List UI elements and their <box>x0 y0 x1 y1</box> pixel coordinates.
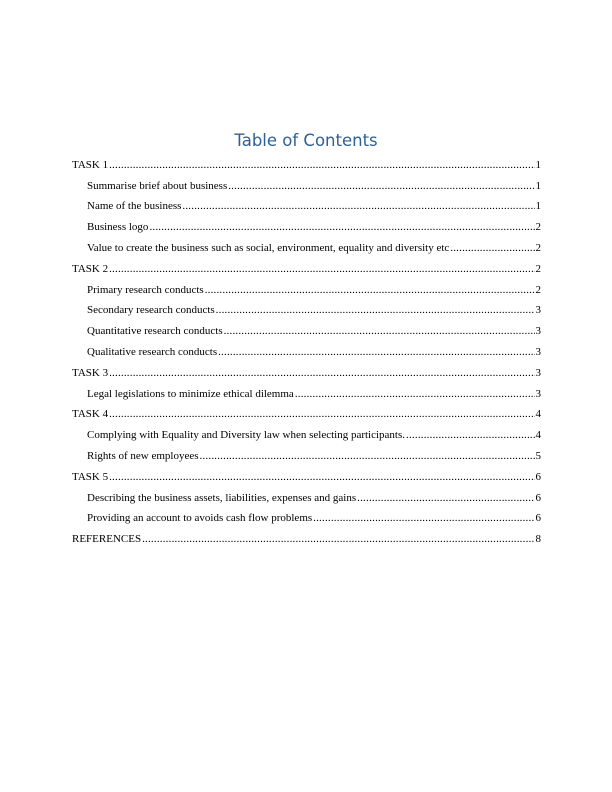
toc-dot-leader <box>109 471 534 483</box>
toc-entry[interactable] <box>72 254 541 275</box>
toc-entry-page-number[interactable]: 3 <box>535 304 541 317</box>
toc-entry-label[interactable]: TASK 5 <box>72 470 109 483</box>
toc-entry-label[interactable]: Name of the business <box>87 200 182 213</box>
toc-dot-leader <box>224 325 535 337</box>
toc-entry-label[interactable]: Qualitative research conducts <box>87 345 218 358</box>
toc-entry[interactable] <box>72 504 541 525</box>
toc-entry-label[interactable]: Summarise brief about business <box>87 179 228 192</box>
toc-title: Table of Contents <box>234 131 378 150</box>
toc-dot-leader <box>142 533 534 545</box>
toc-entry-page-number[interactable]: 3 <box>535 387 541 400</box>
toc-dot-leader <box>109 408 534 420</box>
toc-entry-label[interactable]: TASK 1 <box>72 158 109 171</box>
toc-entry-page-number[interactable]: 2 <box>535 241 541 254</box>
toc-entry-label[interactable]: Value to create the business such as social, environment, equality and diversity etc <box>87 241 450 254</box>
toc-entry-page-number[interactable]: 4 <box>535 408 541 421</box>
toc-dot-leader <box>406 429 534 441</box>
toc-entry-label[interactable]: REFERENCES <box>72 533 142 546</box>
toc-entry[interactable] <box>72 212 541 233</box>
toc-entry-page-number[interactable]: 2 <box>535 262 541 275</box>
toc-entry-label[interactable]: Quantitative research conducts <box>87 325 223 338</box>
toc-entry[interactable] <box>72 275 541 296</box>
toc-entry[interactable] <box>72 400 541 421</box>
toc-entry-label[interactable]: TASK 4 <box>72 408 109 421</box>
toc-entry[interactable] <box>72 296 541 317</box>
toc-entry[interactable] <box>72 524 541 545</box>
toc-dot-leader <box>450 242 534 254</box>
toc-dot-leader <box>218 346 534 358</box>
toc-entry-label[interactable]: Primary research conducts <box>87 283 204 296</box>
toc-entry-page-number[interactable]: 1 <box>535 158 541 171</box>
toc-dot-leader <box>109 159 534 171</box>
toc-entry-label[interactable]: Rights of new employees <box>87 449 199 462</box>
toc-dot-leader <box>216 304 535 316</box>
toc-entry-page-number[interactable]: 5 <box>535 449 541 462</box>
toc-entry[interactable] <box>72 316 541 337</box>
toc-entry[interactable] <box>72 337 541 358</box>
toc-dot-leader <box>109 263 534 275</box>
toc-entry[interactable] <box>72 483 541 504</box>
toc-entry-page-number[interactable]: 1 <box>535 200 541 213</box>
toc-entry[interactable] <box>72 420 541 441</box>
toc-dot-leader <box>149 221 534 233</box>
toc-entry-page-number[interactable]: 6 <box>535 491 541 504</box>
toc-dot-leader <box>228 180 534 192</box>
toc-entry-page-number[interactable]: 6 <box>535 470 541 483</box>
toc-entry[interactable] <box>72 462 541 483</box>
toc-dot-leader <box>182 200 534 212</box>
toc-entry[interactable] <box>72 441 541 462</box>
toc-entry[interactable] <box>72 150 541 171</box>
toc-entry-page-number[interactable]: 4 <box>535 429 541 442</box>
toc-entry-label[interactable]: Legal legislations to minimize ethical dilemma <box>87 387 294 400</box>
toc-entry-label[interactable]: TASK 2 <box>72 262 109 275</box>
toc-entry-page-number[interactable]: 6 <box>535 512 541 525</box>
toc-entry-label[interactable]: Describing the business assets, liabilities, expenses and gains <box>87 491 357 504</box>
toc-entry-page-number[interactable]: 2 <box>535 221 541 234</box>
toc-dot-leader <box>313 512 534 524</box>
toc-entry[interactable] <box>72 379 541 400</box>
toc-entry-label[interactable]: TASK 3 <box>72 366 109 379</box>
toc-entry-label[interactable]: Providing an account to avoids cash flow problems <box>87 512 313 525</box>
toc-dot-leader <box>357 492 534 504</box>
toc-entry-page-number[interactable]: 1 <box>535 179 541 192</box>
toc-list <box>72 150 541 545</box>
toc-entry-page-number[interactable]: 3 <box>535 325 541 338</box>
toc-dot-leader <box>200 450 535 462</box>
toc-entry-page-number[interactable]: 2 <box>535 283 541 296</box>
toc-dot-leader <box>295 388 535 400</box>
toc-entry[interactable] <box>72 171 541 192</box>
toc-entry-page-number[interactable]: 3 <box>535 366 541 379</box>
toc-entry-label[interactable]: Business logo <box>87 221 149 234</box>
toc-entry-page-number[interactable]: 3 <box>535 345 541 358</box>
toc-entry-page-number[interactable]: 8 <box>535 533 541 546</box>
toc-entry-label[interactable]: Secondary research conducts <box>87 304 215 317</box>
toc-entry[interactable] <box>72 358 541 379</box>
toc-entry-label[interactable]: Complying with Equality and Diversity law when selecting participants. <box>87 429 406 442</box>
toc-entry[interactable] <box>72 233 541 254</box>
toc-dot-leader <box>205 284 535 296</box>
toc-dot-leader <box>109 367 534 379</box>
toc-entry[interactable] <box>72 192 541 213</box>
